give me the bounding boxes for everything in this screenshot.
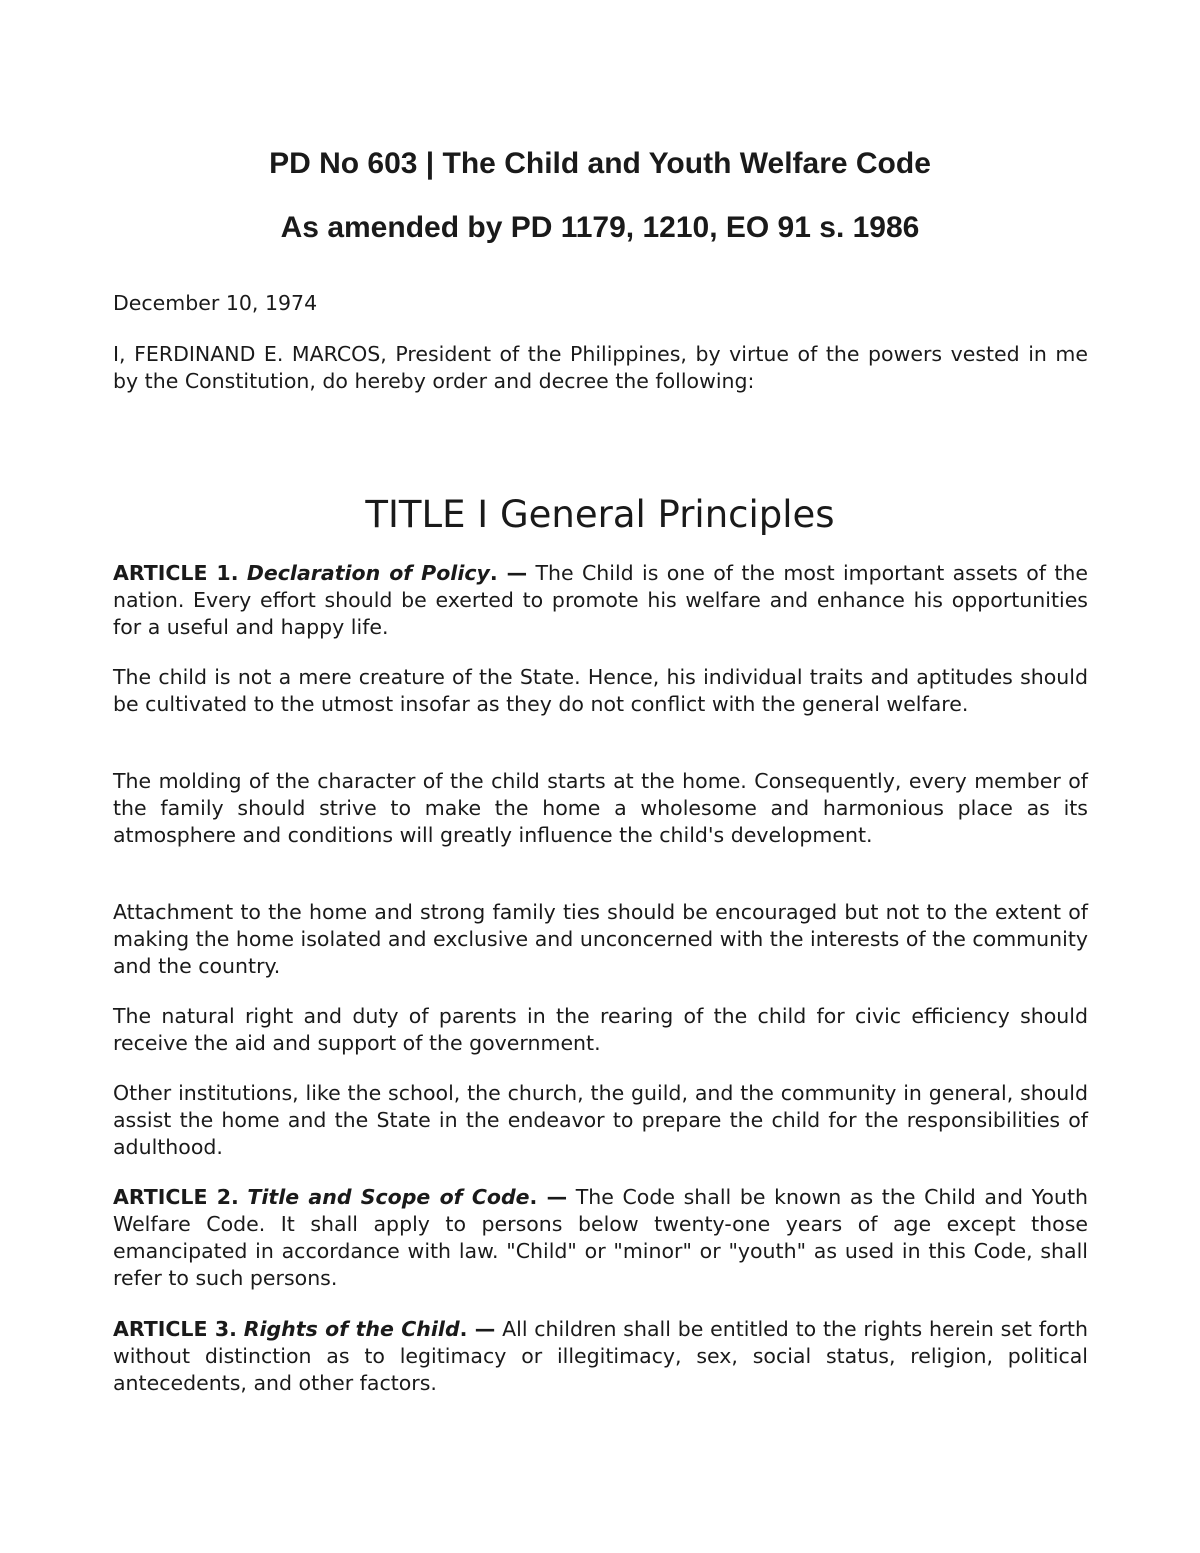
document-subheading: As amended by PD 1179, 1210, EO 91 s. 1986 xyxy=(280,211,920,244)
policy-paragraph-3: The molding of the character of the child starts at the home. Consequently, every member of the family should strive to make the home a wholesome and harmonious place as its atmosphere and conditions will greatly influence the child's development. xyxy=(113,769,1088,847)
article-dash: . — xyxy=(489,561,528,585)
policy-paragraph-5: The natural right and duty of parents in the rearing of the child for civic efficiency should receive the aid and support of the government. xyxy=(113,1004,1088,1055)
document-heading: PD No 603 | The Child and Youth Welfare Code xyxy=(269,147,931,180)
intro-paragraph: I, FERDINAND E. MARCOS, President of the Philippines, by virtue of the powers vested in me by the Constitution, do hereby order and decree the following: xyxy=(113,342,1088,393)
article-name: Declaration of Policy xyxy=(246,561,490,585)
policy-paragraph-6: Other institutions, like the school, the church, the guild, and the community in general, should assist the home and the State in the endeavor to prepare the child for the responsibilities of adulthood. xyxy=(113,1081,1088,1159)
article-1-paragraph xyxy=(113,560,1088,641)
article-text: All children shall be entitled to the rights herein set forth without distinction as to legitimacy or illegitimacy, sex, social status, religion, political antecedents, and other factors. xyxy=(113,1317,1088,1395)
article-3-paragraph xyxy=(113,1316,1088,1397)
article-name: Rights of the Child xyxy=(243,1317,460,1341)
policy-paragraph-2: The child is not a mere creature of the State. Hence, his individual traits and aptitudes should be cultivated to the utmost insofar as they do not conflict with the general welfare. xyxy=(113,665,1088,716)
article-number: ARTICLE 3. xyxy=(113,1317,237,1341)
article-dash: . — xyxy=(529,1185,568,1209)
article-dash: . — xyxy=(459,1317,496,1341)
article-2-paragraph xyxy=(113,1184,1088,1292)
article-number: ARTICLE 1. xyxy=(113,561,239,585)
title-heading: TITLE I General Principles xyxy=(365,493,835,536)
article-number: ARTICLE 2. xyxy=(113,1185,239,1209)
article-text: The Code shall be known as the Child and Youth Welfare Code. It shall apply to persons below twenty-one years of age except those emancipated in accordance with law. "Child" or "minor" or "youth" as used in this Code, shall refer to such persons. xyxy=(113,1185,1088,1290)
article-name: Title and Scope of Code xyxy=(247,1185,530,1209)
article-text: The Child is one of the most important assets of the nation. Every effort should be exerted to promote his welfare and enhance his opportunities for a useful and happy life. xyxy=(113,561,1088,639)
policy-paragraph-4: Attachment to the home and strong family ties should be encouraged but not to the extent of making the home isolated and exclusive and unconcerned with the interests of the community and the country. xyxy=(113,900,1088,978)
document-date: December 10, 1974 xyxy=(113,291,318,315)
